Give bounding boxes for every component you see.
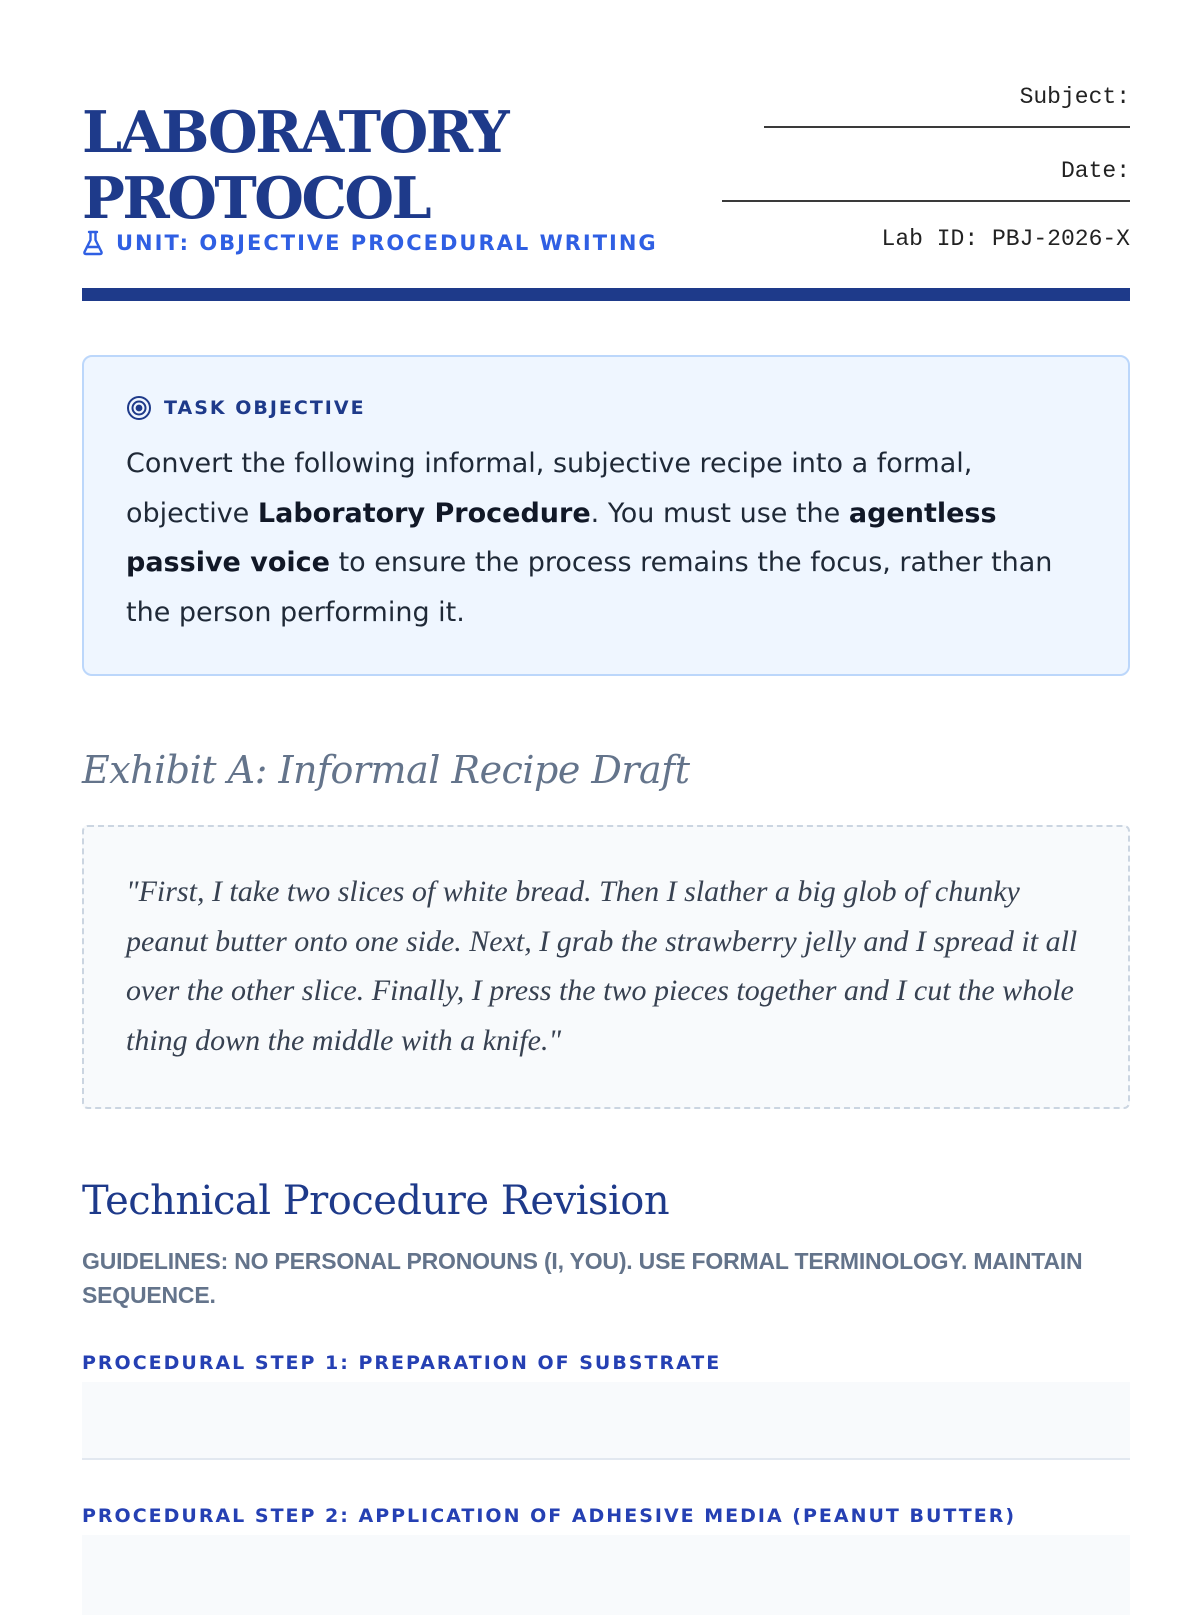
unit-label: UNIT: OBJECTIVE PROCEDURAL WRITING [116,231,658,255]
protocol-header [82,0,1130,305]
objective-text-part-1: Convert the following informal, subjective recipe into a formal, objective [126,448,973,529]
objective-text-part-2: . You must use the [590,497,849,529]
title-line-1: LABORATORY [82,99,508,166]
objective-emphasis-passive-voice: agentless passive voice [126,497,997,578]
objective-text-part-3: to ensure the process remains the focus, rather than the person performing it. [126,547,1053,628]
date-line[interactable] [722,200,1130,202]
title-line-2: PROTOCOL [82,165,430,232]
objective-heading-row [126,395,1086,421]
header-meta [722,82,1130,254]
lab-id: Lab ID: PBJ-2026-X [881,226,1130,252]
flask-icon [82,230,104,256]
step-2-input[interactable] [82,1535,1130,1615]
unit-subtitle [82,230,658,256]
objective-heading: TASK OBJECTIVE [164,397,366,419]
target-icon [126,395,152,421]
exhibit-box [82,825,1130,1109]
exhibit-title: Exhibit A: Informal Recipe Draft [82,748,690,792]
exhibit-recipe-text: "First, I take two slices of white bread. Then I slather a big glob of chunky peanut butter onto one side. Next, I grab the strawberry jelly and I spread it all over the other slice. Finally, I press the two pieces together and I cut the whole thing down the middle with a knife." [126,875,1078,1057]
step-1-label: PROCEDURAL STEP 1: PREPARATION OF SUBSTRATE [82,1352,722,1374]
date-label: Date: [1060,158,1130,184]
objective-text [126,439,1086,637]
page-title [82,100,507,232]
step-2-label: PROCEDURAL STEP 2: APPLICATION OF ADHESIVE MEDIA (PEANUT BUTTER) [82,1505,1017,1527]
task-objective-box [82,355,1130,676]
step-1-input[interactable] [82,1382,1130,1460]
revision-guidelines: GUIDELINES: NO PERSONAL PRONOUNS (I, YOU). USE FORMAL TERMINOLOGY. MAINTAIN SEQUENCE. [82,1248,1083,1308]
revision-title: Technical Procedure Revision [82,1178,670,1224]
subject-label: Subject: [1019,84,1130,110]
subject-line[interactable] [764,126,1130,128]
header-divider [82,288,1130,301]
objective-emphasis-procedure: Laboratory Procedure [257,497,591,529]
lab-protocol-page [82,0,1130,1527]
